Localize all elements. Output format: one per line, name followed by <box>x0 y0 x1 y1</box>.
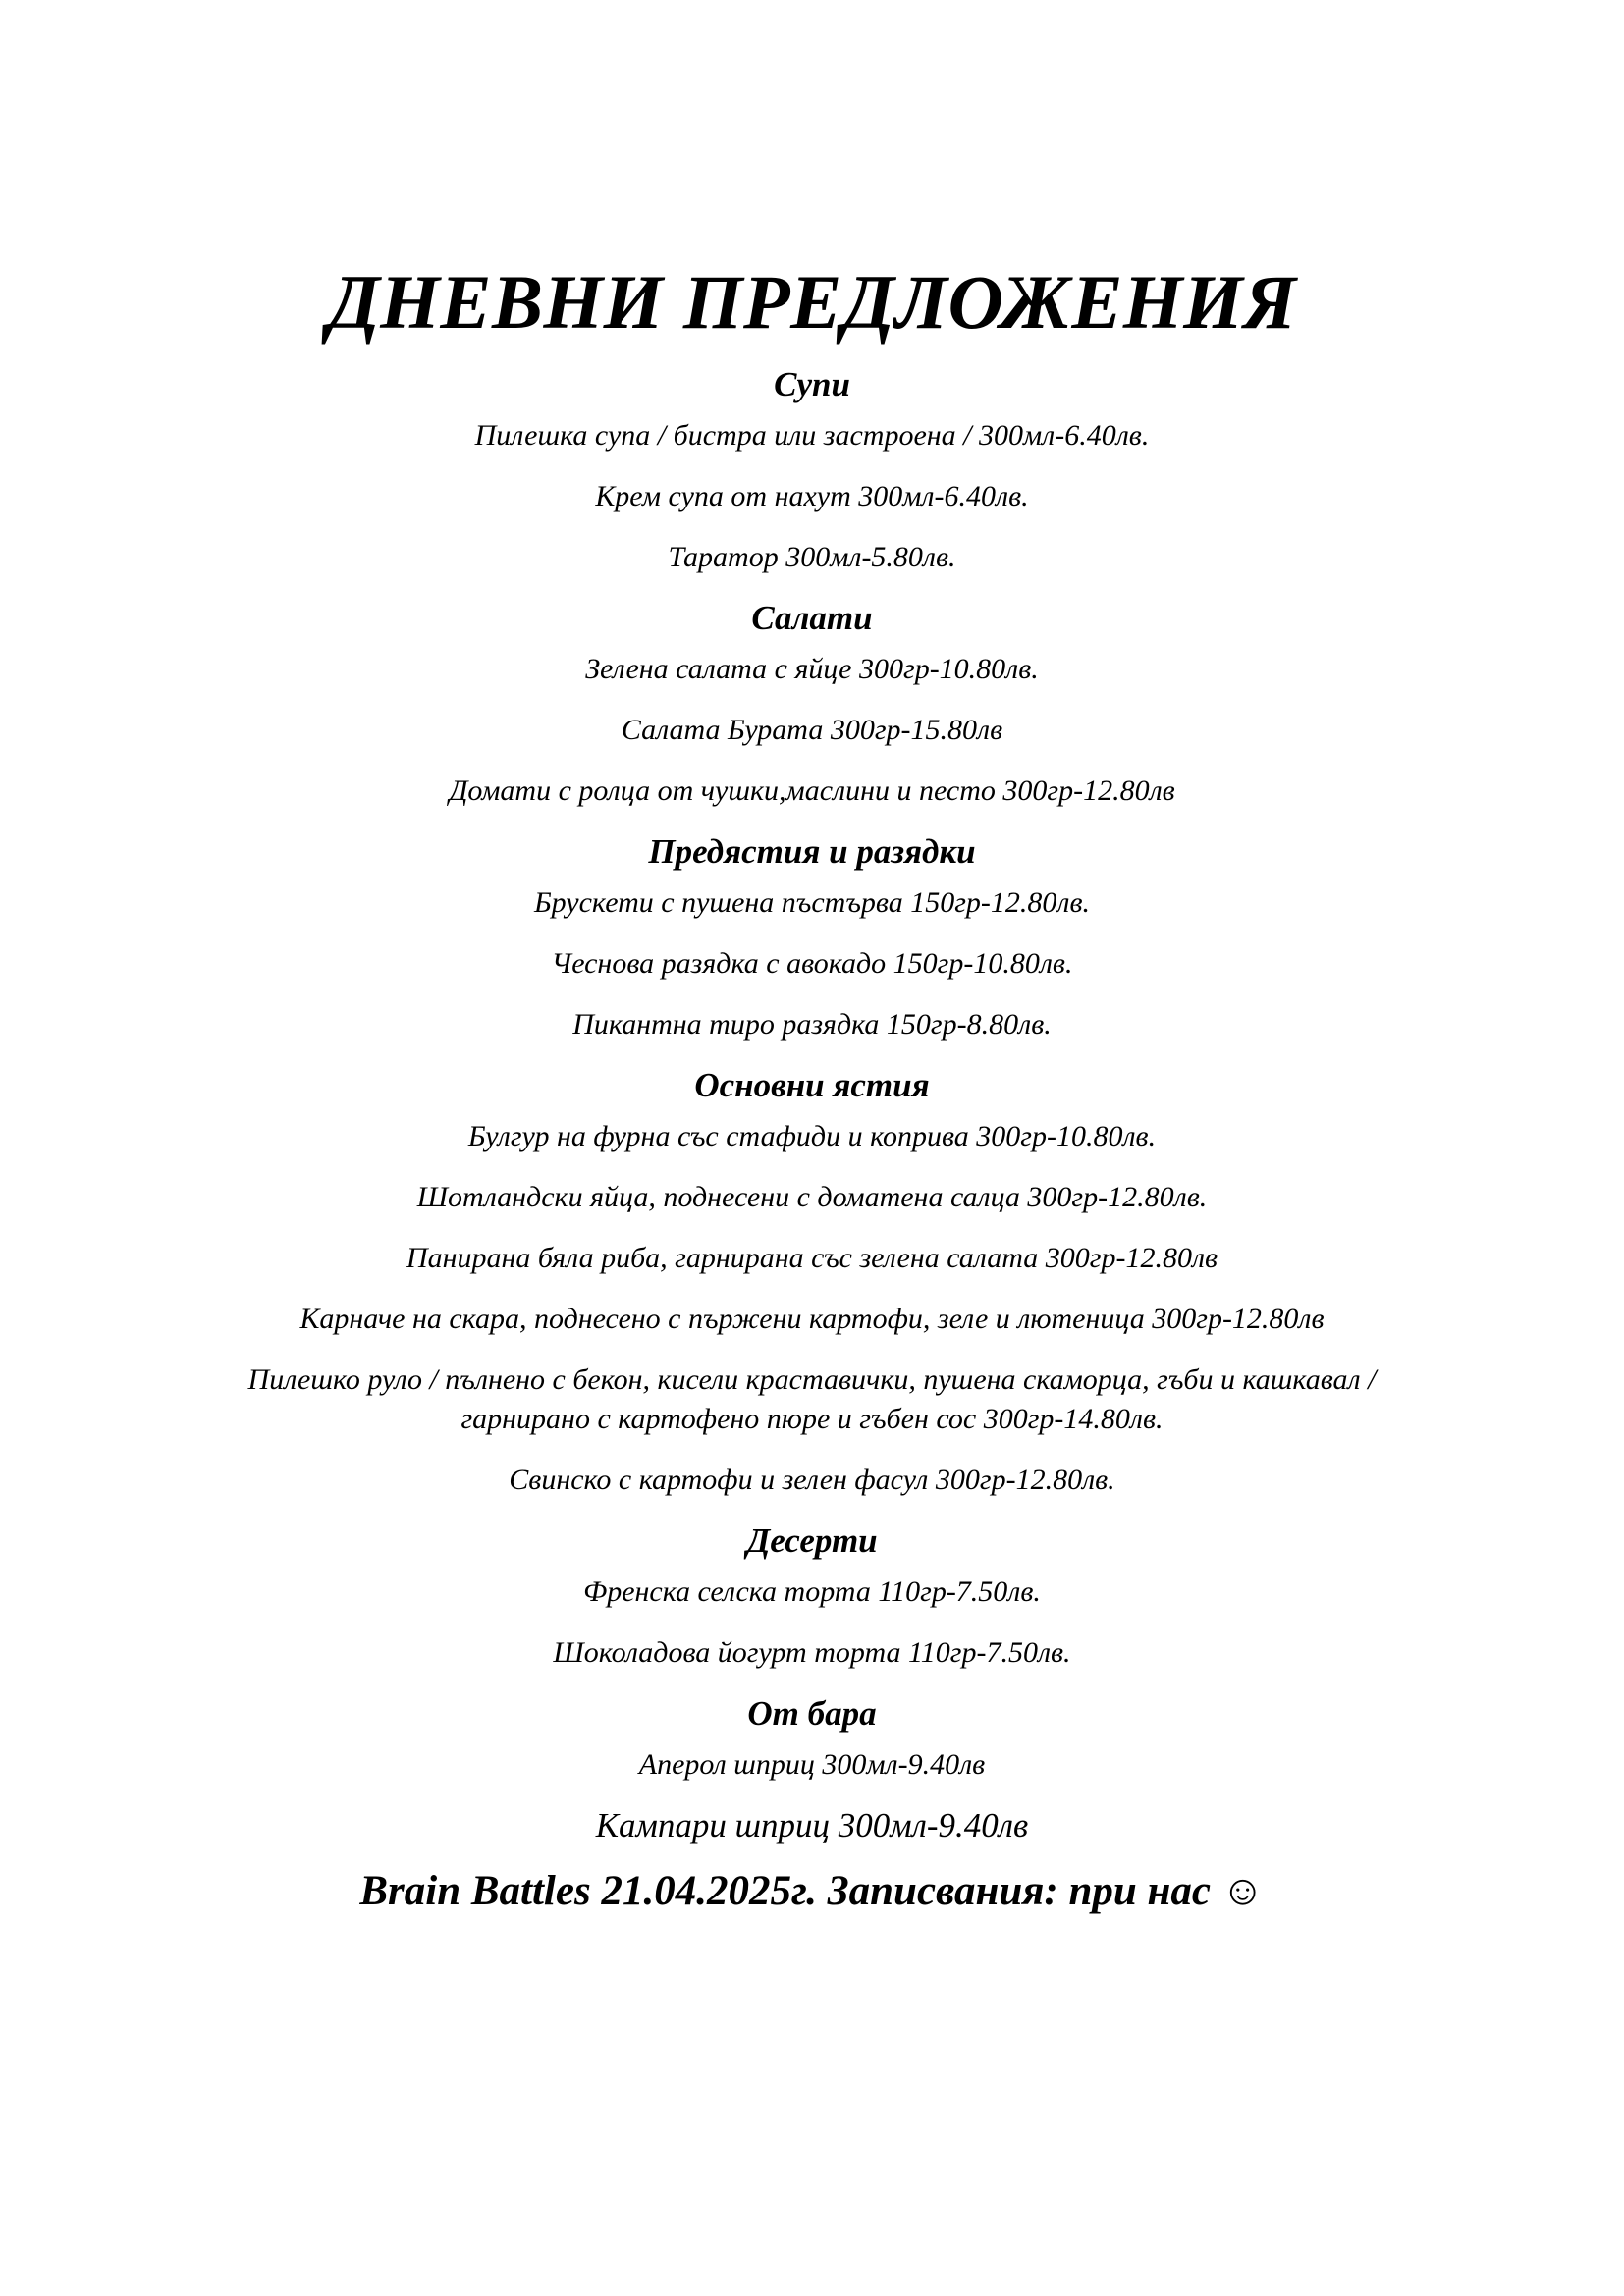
section-heading: Предястия и разядки <box>648 832 976 871</box>
section-main-dishes <box>0 1066 1624 1500</box>
page-title: ДНЕВНИ ПРЕДЛОЖЕНИЯ <box>327 259 1297 345</box>
menu-item: Кампари шприц 300мл-9.40лв <box>595 1806 1029 1844</box>
menu-item: Шотландски яйца, поднесени с доматена салца 300гр-12.80лв. <box>416 1181 1208 1213</box>
menu-item: Зелена салата с яйце 300гр-10.80лв. <box>585 653 1039 685</box>
menu-item: Крем супа от нахут 300мл-6.40лв. <box>595 480 1029 512</box>
section-salads <box>0 599 1624 811</box>
menu-item: Шоколадова йогурт торта 110гр-7.50лв. <box>553 1636 1071 1669</box>
section-heading: Десерти <box>746 1522 878 1560</box>
menu-item: Таратор 300мл-5.80лв. <box>668 541 956 573</box>
event-announcement: Brain Battles 21.04.2025г. Записвания: при нас ☺ <box>359 1868 1265 1914</box>
section-appetizers <box>0 832 1624 1044</box>
menu-item: Брускети с пушена пъстърва 150гр-12.80лв. <box>533 886 1090 919</box>
section-heading: Основни ястия <box>694 1066 930 1104</box>
menu-item: Пилешко руло / пълнено с бекон, кисели краставички, пушена скаморца, гъби и кашкавал / гарнирано с картофено пюре и гъбен сос 300гр-14.80лв. <box>247 1363 1377 1435</box>
section-heading: Салати <box>751 599 873 637</box>
section-desserts <box>0 1522 1624 1673</box>
section-soups <box>0 365 1624 577</box>
menu-item: Салата Бурата 300гр-15.80лв <box>621 714 1003 746</box>
menu-item: Булгур на фурна със стафиди и коприва 300гр-10.80лв. <box>467 1120 1157 1152</box>
menu-item: Френска селска торта 110гр-7.50лв. <box>583 1575 1041 1608</box>
menu-item: Аперол шприц 300мл-9.40лв <box>638 1748 986 1781</box>
menu-item: Чеснова разядка с авокадо 150гр-10.80лв. <box>551 947 1073 980</box>
section-bar <box>0 1694 1624 1845</box>
menu-item: Домати с ролца от чушки,маслини и песто 300гр-12.80лв <box>449 774 1175 807</box>
section-heading: Супи <box>774 365 850 403</box>
section-heading: От бара <box>747 1694 877 1733</box>
menu-item: Карначе на скара, поднесено с пържени картофи, зеле и лютеница 300гр-12.80лв <box>299 1303 1325 1335</box>
menu-item: Пикантна тиро разядка 150гр-8.80лв. <box>572 1008 1052 1041</box>
menu-item: Пилешка супа / бистра или застроена / 300мл-6.40лв. <box>474 419 1150 452</box>
menu-item: Панирана бяла риба, гарнирана със зелена салата 300гр-12.80лв <box>406 1242 1218 1274</box>
menu-item: Свинско с картофи и зелен фасул 300гр-12.80лв. <box>509 1464 1115 1496</box>
